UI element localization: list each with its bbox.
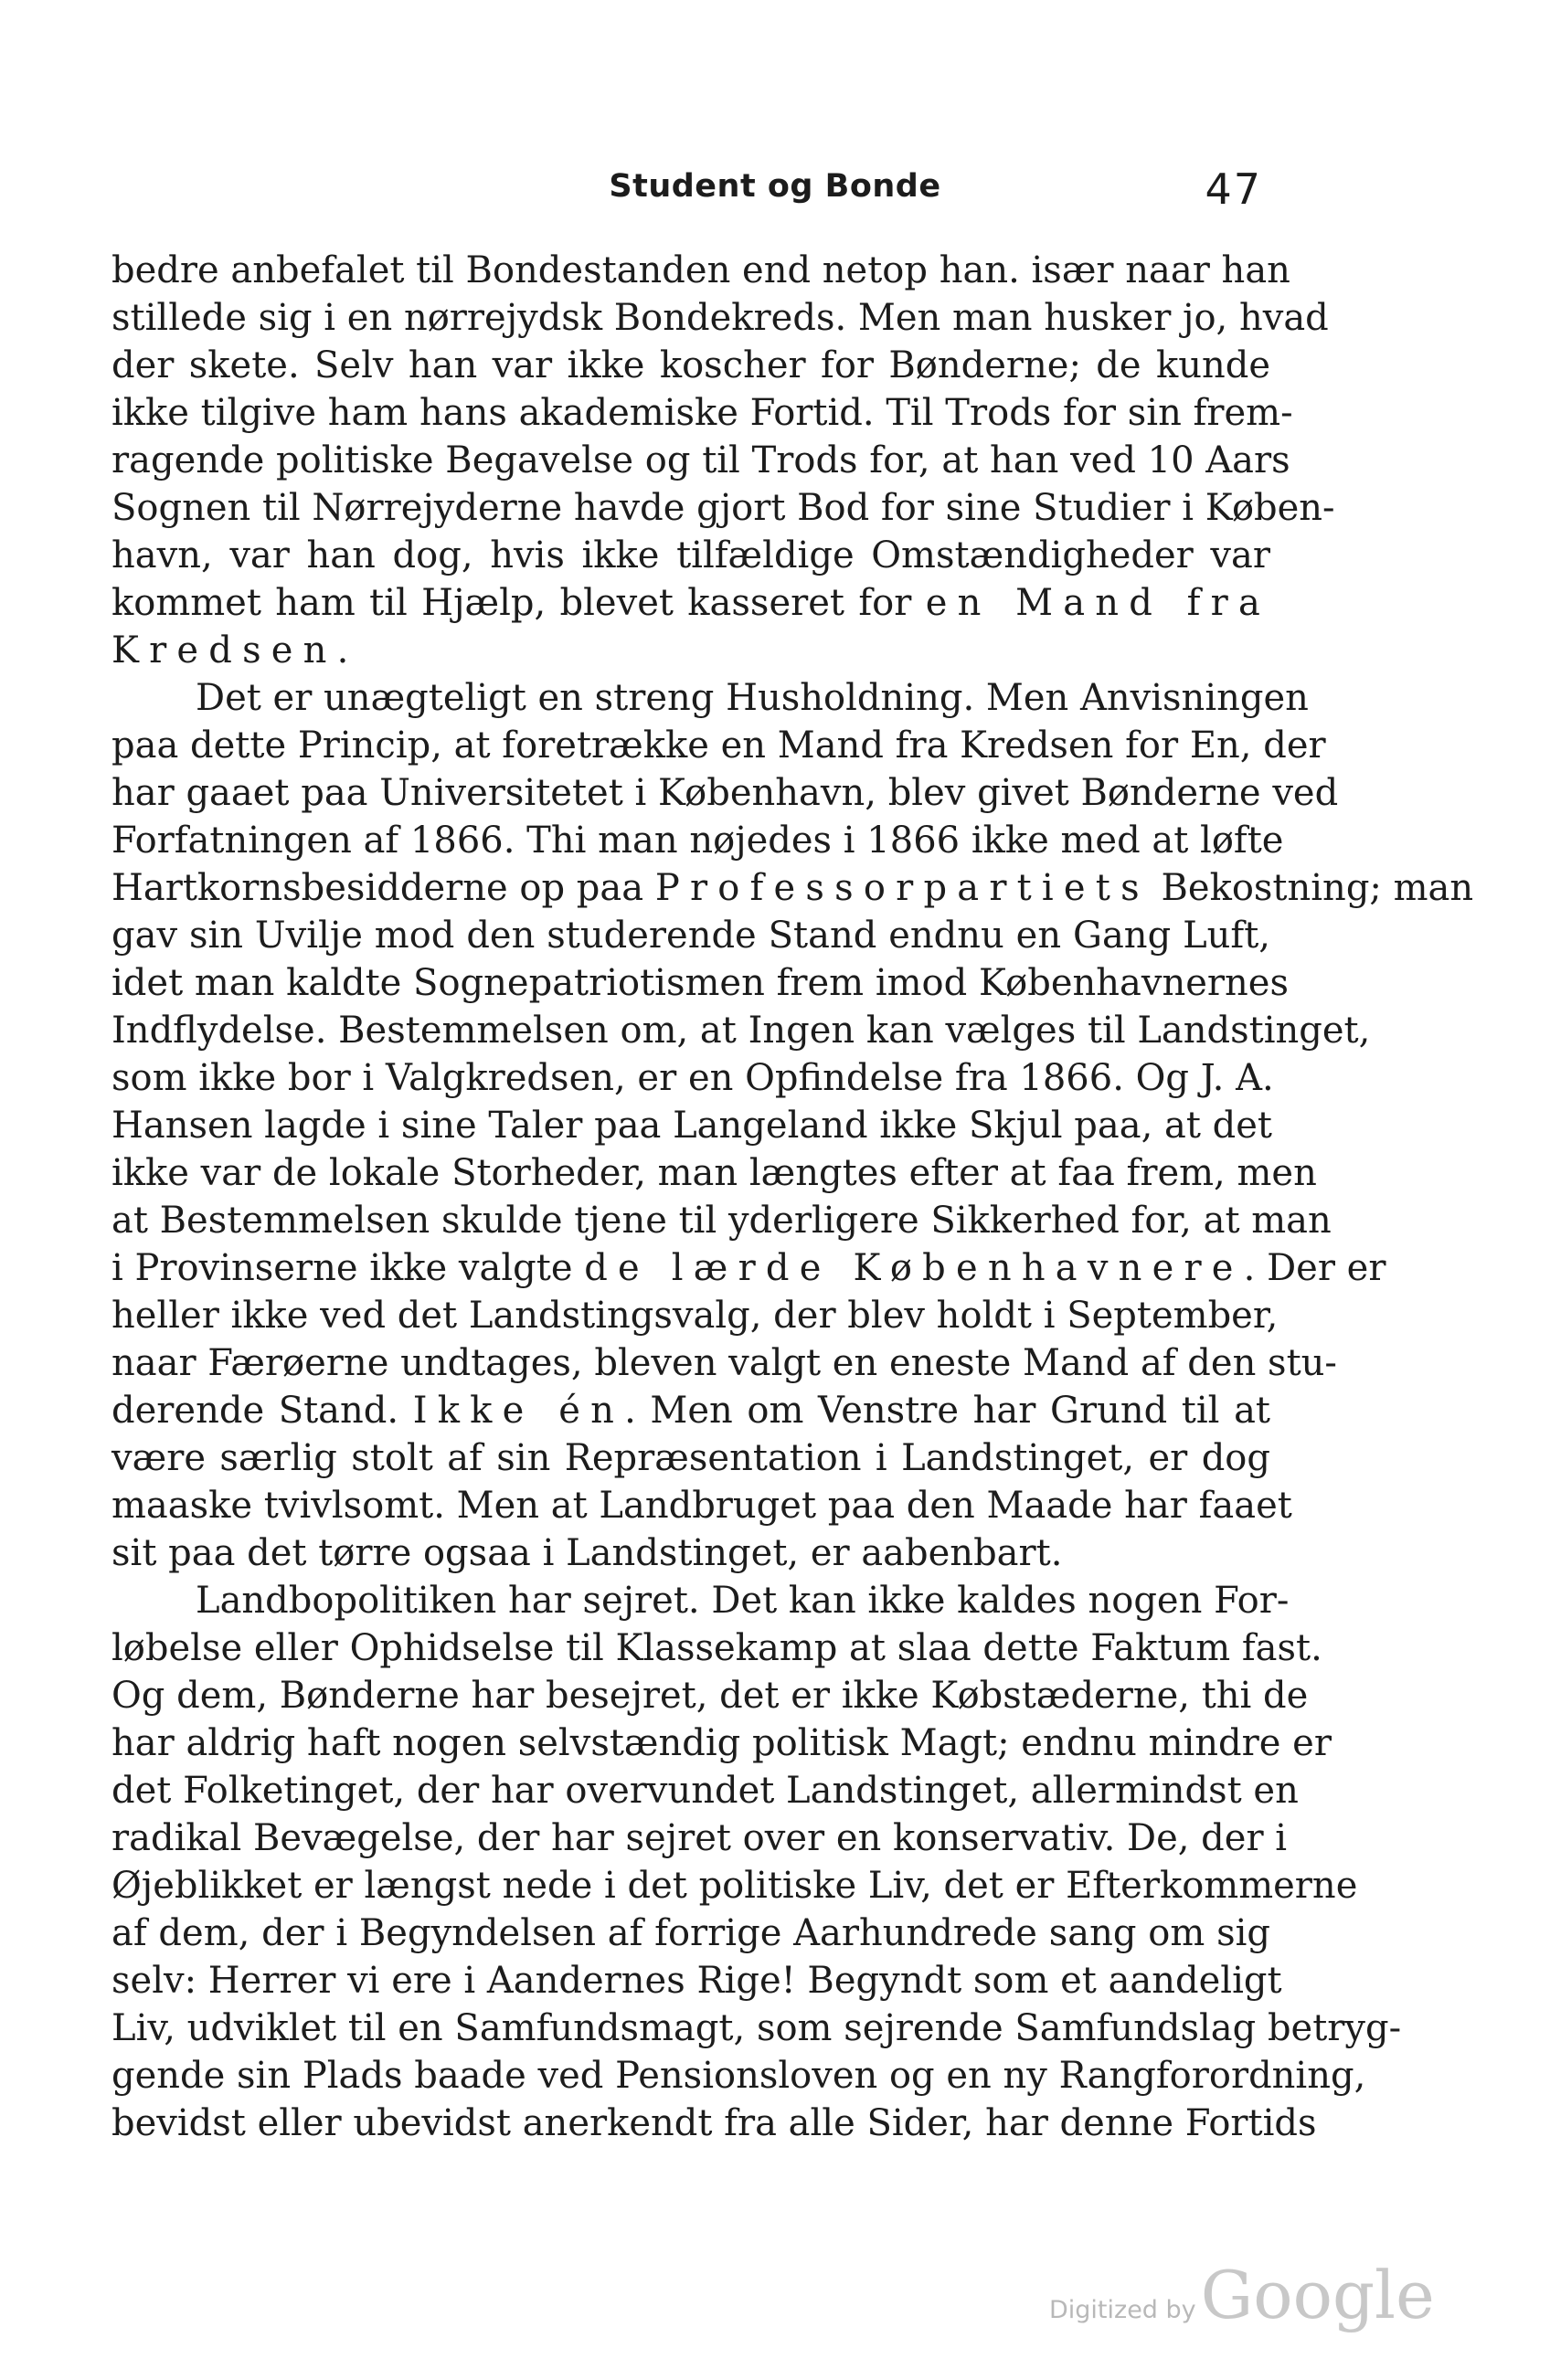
text-run: i Provinserne ikke valgte (111, 1247, 585, 1289)
text-line (111, 1244, 1386, 1292)
text-line: det Folketinget, der har overvundet Landstinget, allermindst en (111, 1770, 1299, 1812)
text-line: gav sin Uvilje mod den studerende Stand endnu en Gang Luft, (111, 915, 1270, 957)
text-line: maaske tvivlsomt. Men at Landbruget paa den Maade har faaet (111, 1485, 1292, 1527)
emphasis-spaced: Professorpartiets (654, 867, 1150, 909)
text-line: havn, var han dog, hvis ikke tilfældige Omstændigheder var (111, 534, 1270, 576)
text-line (111, 579, 1270, 627)
text-line (111, 627, 1270, 674)
text-run: Bekostning; man (1149, 867, 1474, 909)
text-line: bevidst eller ubevidst anerkendt fra alle Sider, har denne Fortids (111, 2102, 1317, 2144)
text-run: kommet ham til Hjælp, blevet kasseret for (111, 582, 926, 624)
google-logo: Google (1200, 2257, 1435, 2333)
text-line: Øjeblikket er længst nede i det politiske Liv, det er Efterkommerne (111, 1865, 1358, 1907)
text-line: radikal Bevægelse, der har sejret over en konservativ. De, der i (111, 1817, 1288, 1859)
text-line: at Bestemmelsen skulde tjene til yderligere Sikkerhed for, at man (111, 1200, 1332, 1242)
text-line: idet man kaldte Sognepatriotismen frem imod Københavnernes (111, 962, 1289, 1004)
text-line: ragende politiske Begavelse og til Trods for, at han ved 10 Aars (111, 439, 1290, 481)
text-line: af dem, der i Begyndelsen af forrige Aarhundrede sang om sig (111, 1912, 1270, 1954)
text-line: har aldrig haft nogen selvstændig politisk Magt; endnu mindre er (111, 1722, 1332, 1764)
text-run: . Men om Venstre har Grund til at (624, 1390, 1270, 1432)
digitized-label: Digitized by (1049, 2296, 1196, 2324)
text-line: selv: Herrer vi ere i Aandernes Rige! Begyndt som et aandeligt (111, 1960, 1282, 2002)
text-line: Hansen lagde i sine Taler paa Langeland ikke Skjul paa, at det (111, 1105, 1272, 1147)
page-number: 47 (1205, 164, 1262, 214)
text-run: Hartkornsbesidderne op paa (111, 867, 655, 909)
text-line (111, 1387, 1270, 1434)
emphasis-spaced: en Mand fra (925, 582, 1270, 624)
digitized-watermark (1049, 2257, 1435, 2333)
text-line: som ikke bor i Valgkredsen, er en Opfindelse fra 1866. Og J. A. (111, 1057, 1274, 1099)
emphasis-spaced: Ikke én (412, 1390, 625, 1432)
text-line: ikke tilgive ham hans akademiske Fortid. Til Trods for sin frem- (111, 392, 1293, 434)
text-line: ikke var de lokale Storheder, man længtes efter at faa frem, men (111, 1152, 1317, 1194)
paragraph-start-line: Landbopolitiken har sejret. Det kan ikke kaldes nogen For- (196, 1580, 1290, 1622)
text-line: Liv, udviklet til en Samfundsmagt, som sejrende Samfundslag betryg- (111, 2007, 1402, 2049)
text-run: . (336, 629, 349, 672)
text-line: har gaaet paa Universitetet i København, blev givet Bønderne ved (111, 772, 1339, 814)
text-line: der skete. Selv han var ikke koscher for Bønderne; de kunde (111, 344, 1270, 386)
text-line: sit paa det tørre ogsaa i Landstinget, er aabenbart. (111, 1532, 1063, 1574)
running-head (0, 164, 1550, 219)
text-line: Og dem, Bønderne har besejret, det er ikke Købstæderne, thi de (111, 1675, 1309, 1717)
paragraph-start-line: Det er unægteligt en streng Husholdning. Men Anvisningen (196, 677, 1309, 719)
text-line: Sognen til Nørrejyderne havde gjort Bod for sine Studier i Køben- (111, 487, 1335, 529)
body-text (111, 247, 1474, 2147)
text-line: Forfatningen af 1866. Thi man nøjedes i 1866 ikke med at løfte (111, 820, 1284, 862)
text-line: gende sin Plads baade ved Pensionsloven og en ny Rangforordning, (111, 2055, 1366, 2097)
text-line: heller ikke ved det Landstingsvalg, der blev holdt i September, (111, 1295, 1279, 1337)
text-line (111, 864, 1474, 912)
text-line: løbelse eller Ophidselse til Klassekamp at slaa dette Faktum fast. (111, 1627, 1322, 1669)
emphasis-spaced: Kredsen (111, 629, 337, 672)
text-line: paa dette Princip, at foretrække en Mand fra Kredsen for En, der (111, 725, 1326, 767)
text-line: Indflydelse. Bestemmelsen om, at Ingen kan vælges til Landstinget, (111, 1010, 1371, 1052)
text-line: bedre anbefalet til Bondestanden end netop han. især naar han (111, 249, 1290, 291)
emphasis-spaced: de lærde Københavnere (584, 1247, 1244, 1289)
text-run: . Der er (1243, 1247, 1386, 1289)
running-title: Student og Bonde (609, 168, 941, 205)
text-run: derende Stand. (111, 1390, 413, 1432)
text-line: være særlig stolt af sin Repræsentation i Landstinget, er dog (111, 1437, 1270, 1479)
text-line: stillede sig i en nørrejydsk Bondekreds. Men man husker jo, hvad (111, 297, 1329, 339)
text-line: naar Færøerne undtages, bleven valgt en eneste Mand af den stu- (111, 1342, 1337, 1384)
